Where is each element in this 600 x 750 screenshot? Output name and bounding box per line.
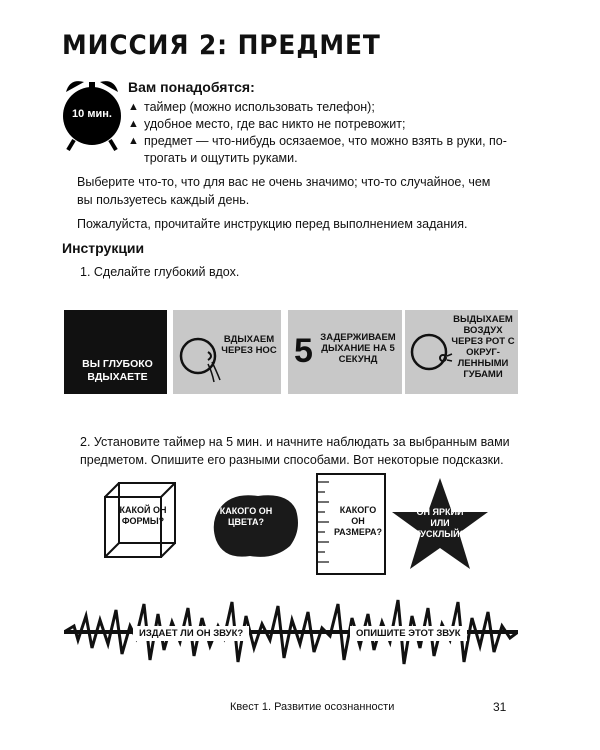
triangle-bullet-icon: ▲ xyxy=(128,118,139,130)
timer-label: 10 мин. xyxy=(72,108,112,120)
needs-list xyxy=(128,99,508,167)
hint-size: КАКОГО ОН РАЗМЕРА? xyxy=(333,505,383,537)
triangle-bullet-icon: ▲ xyxy=(128,135,139,147)
hint-shape: КАКОЙ ОН ФОРМЫ? xyxy=(119,505,167,526)
footer-chapter: Квест 1. Развитие осознанности xyxy=(230,701,395,713)
breath-panel-hold: 5 ЗАДЕРЖИВАЕМ ДЫХАНИЕ НА 5 СЕКУНД xyxy=(288,310,402,394)
read-instructions-note: Пожалуйста, прочитайте инструкцию перед выполнением задания. xyxy=(77,217,468,231)
needs-heading: Вам понадобятся: xyxy=(128,79,255,95)
step-2: 2. Установите таймер на 5 мин. и начните наблюдать за выбранным вами предметом. Опишите его разными способами. Вот некоторые подсказки. xyxy=(80,435,510,467)
hint-color: КАКОГО ОН ЦВЕТА? xyxy=(219,506,273,527)
instructions-heading: Инструкции xyxy=(62,240,145,256)
sound-question-1: ИЗДАЕТ ЛИ ОН ЗВУК? xyxy=(133,626,249,641)
face-exhale-icon xyxy=(409,328,453,378)
page-title: МИССИЯ 2: ПРЕДМЕТ xyxy=(62,30,381,61)
face-inhale-icon xyxy=(178,330,222,386)
hint-brightness: ОН ЯРКИЙ ИЛИ ТУСКЛЫЙ? xyxy=(414,507,466,539)
page-number: 31 xyxy=(493,700,507,714)
list-item: ▲ таймер (можно использовать телефон); xyxy=(128,100,375,114)
instruction-paragraph: Выберите что-то, что для вас не очень значимо; что-то случайное, чем вы пользуетесь каждый день. xyxy=(77,175,491,207)
breath-panel-nose: ВДЫХАЕМ ЧЕРЕЗ НОС xyxy=(173,310,281,394)
list-item: ▲ удобное место, где вас никто не потревожит; xyxy=(128,117,406,131)
breath-panel-exhale: ВЫДЫХАЕМ ВОЗДУХ ЧЕРЕЗ РОТ С ОКРУГ-ЛЕННЫМИ ГУБАМИ xyxy=(405,310,518,394)
sound-question-2: ОПИШИТЕ ЭТОТ ЗВУК xyxy=(350,626,467,641)
breath-panel-inhale-deep: ВЫ ГЛУБОКО ВДЫХАЕТЕ xyxy=(64,310,167,394)
list-item: ▲ предмет — что-нибудь осязаемое, что можно взять в руки, по-трогать и ощутить руками. xyxy=(128,134,507,165)
triangle-bullet-icon: ▲ xyxy=(128,101,139,113)
step-1: 1. Сделайте глубокий вдох. xyxy=(80,265,240,279)
